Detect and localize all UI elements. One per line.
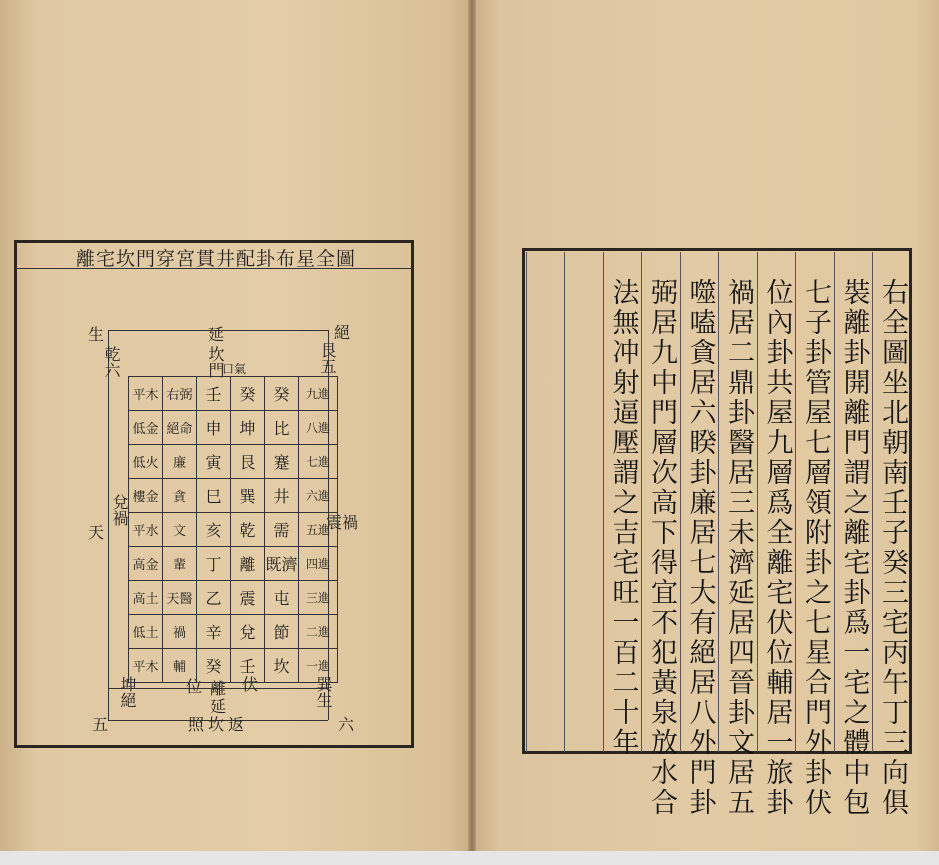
grid-cell: 低火: [129, 445, 163, 479]
grid-cell: 震: [231, 581, 265, 615]
grid-cell: 癸: [231, 377, 265, 411]
bottom-right-num: 六: [338, 715, 355, 734]
grid-cell: 高金: [129, 547, 163, 581]
bottom-left-label: 坤絕: [118, 676, 137, 708]
grid-cell: 樓金: [129, 479, 163, 513]
bottom-fu-label: 伏: [242, 675, 259, 694]
grid-row: [129, 513, 338, 547]
grid-cell: 屯: [265, 581, 299, 615]
text-column: 噬嗑貪居六睽卦廉居七大有絕居八外門卦: [684, 278, 716, 818]
grid-cell: 輩: [163, 547, 197, 581]
grid-row: [129, 615, 338, 649]
grid-cell: 既濟: [265, 547, 299, 581]
grid-cell: 低金: [129, 411, 163, 445]
grid-cell: 天醫: [163, 581, 197, 615]
grid-cell: 禍: [163, 615, 197, 649]
bottom-li-label: 離: [210, 679, 227, 698]
bottom-left-num: 五: [92, 715, 109, 734]
bottom-middle-label: 位: [186, 677, 203, 696]
grid-cell: 平木: [129, 649, 163, 683]
grid-cell: 平水: [129, 513, 163, 547]
trigram-grid: [128, 376, 338, 683]
grid-cell: 節: [265, 615, 299, 649]
grid-cell: 癸: [265, 377, 299, 411]
right-middle-label: 震禍: [326, 513, 359, 532]
grid-cell: 比: [265, 411, 299, 445]
text-column: 裝離卦開離門謂之離宅卦爲一宅之體中包: [838, 278, 870, 818]
grid-cell: 艮: [231, 445, 265, 479]
corner-top-left: 生: [88, 325, 105, 344]
grid-cell: 巽: [231, 479, 265, 513]
book-gutter: [468, 0, 476, 865]
grid-row: [129, 377, 338, 411]
column-rule: [603, 252, 604, 752]
grid-cell: 離: [231, 547, 265, 581]
grid-cell: 坤: [231, 411, 265, 445]
column-rule: [834, 252, 835, 752]
left-middle-label: 兌禍: [110, 494, 129, 526]
column-rule: [564, 252, 565, 752]
grid-cell: 一進: [299, 649, 338, 683]
grid-row: [129, 547, 338, 581]
grid-cell: 乙: [197, 581, 231, 615]
grid-cell: 壬: [231, 649, 265, 683]
grid-row: [129, 411, 338, 445]
corner-top-right: 絕: [334, 323, 351, 342]
grid-row: [129, 445, 338, 479]
grid-cell: 坎: [265, 649, 299, 683]
grid-cell: 二進: [299, 615, 338, 649]
top-middle-label: 延: [208, 325, 225, 344]
text-column: 位內卦共屋九層爲全離宅伏位輔居一旅卦: [761, 278, 793, 818]
grid-cell: 井: [265, 479, 299, 513]
grid-cell: 平木: [129, 377, 163, 411]
left-upper-label: 乾六: [102, 346, 121, 378]
grid-cell: 申: [197, 411, 231, 445]
text-column: 右全圖坐北朝南壬子癸三宅丙午丁三向俱: [877, 278, 908, 818]
grid-cell: 乾: [231, 513, 265, 547]
grid-cell: 辛: [197, 615, 231, 649]
column-rule: [795, 252, 796, 752]
text-column: 七子卦管屋七層領附卦之七星合門外卦伏: [800, 278, 831, 818]
grid-cell: 需: [265, 513, 299, 547]
column-rule: [680, 252, 681, 752]
diagram-title: 離宅坎門穿宮貫井配卦布星全圖: [76, 248, 357, 270]
column-rule: [718, 252, 719, 752]
text-column: 禍居二鼎卦醫居三未濟延居四晉卦文居五: [723, 278, 754, 818]
grid-cell: 七進: [299, 445, 338, 479]
bottom-yan-label: 延: [210, 697, 227, 716]
center-gate-label: 坎門: [206, 346, 225, 378]
right-upper-label: 艮五: [318, 342, 337, 374]
grid-cell: 六進: [299, 479, 338, 513]
column-rule: [872, 252, 873, 752]
grid-row: [129, 479, 338, 513]
bottom-right-label: 巽生: [314, 676, 333, 708]
grid-row: [129, 581, 338, 615]
grid-cell: 兌: [231, 615, 265, 649]
grid-cell: 廉: [163, 445, 197, 479]
scan-bottom-strip: [0, 851, 939, 865]
grid-cell: 右弼: [163, 377, 197, 411]
column-rule: [526, 252, 527, 752]
grid-cell: 寅: [197, 445, 231, 479]
grid-cell: 八進: [299, 411, 338, 445]
column-rule: [757, 252, 758, 752]
bottom-line-text: 照坎返: [188, 715, 249, 734]
grid-cell: 輔: [163, 649, 197, 683]
text-column: 法無冲射逼壓謂之吉宅旺一百二十年: [607, 278, 639, 758]
grid-cell: 五進: [299, 513, 338, 547]
text-column: 弼居九中門層次高下得宜不犯黃泉放水合: [646, 278, 677, 818]
grid-cell: 低土: [129, 615, 163, 649]
grid-cell: 四進: [299, 547, 338, 581]
grid-cell: 亥: [197, 513, 231, 547]
column-rule: [641, 252, 642, 752]
grid-cell: 蹇: [265, 445, 299, 479]
grid-cell: 癸: [197, 649, 231, 683]
grid-cell: 高土: [129, 581, 163, 615]
grid-cell: 九進: [299, 377, 338, 411]
grid-row: [129, 649, 338, 683]
left-middle-sub: 天: [88, 523, 105, 542]
grid-cell: 貪: [163, 479, 197, 513]
grid-cell: 文: [163, 513, 197, 547]
grid-cell: 三進: [299, 581, 338, 615]
center-gate-sub: 口氣: [222, 362, 247, 376]
grid-cell: 丁: [197, 547, 231, 581]
grid-cell: 絕命: [163, 411, 197, 445]
grid-cell: 巳: [197, 479, 231, 513]
grid-cell: 壬: [197, 377, 231, 411]
